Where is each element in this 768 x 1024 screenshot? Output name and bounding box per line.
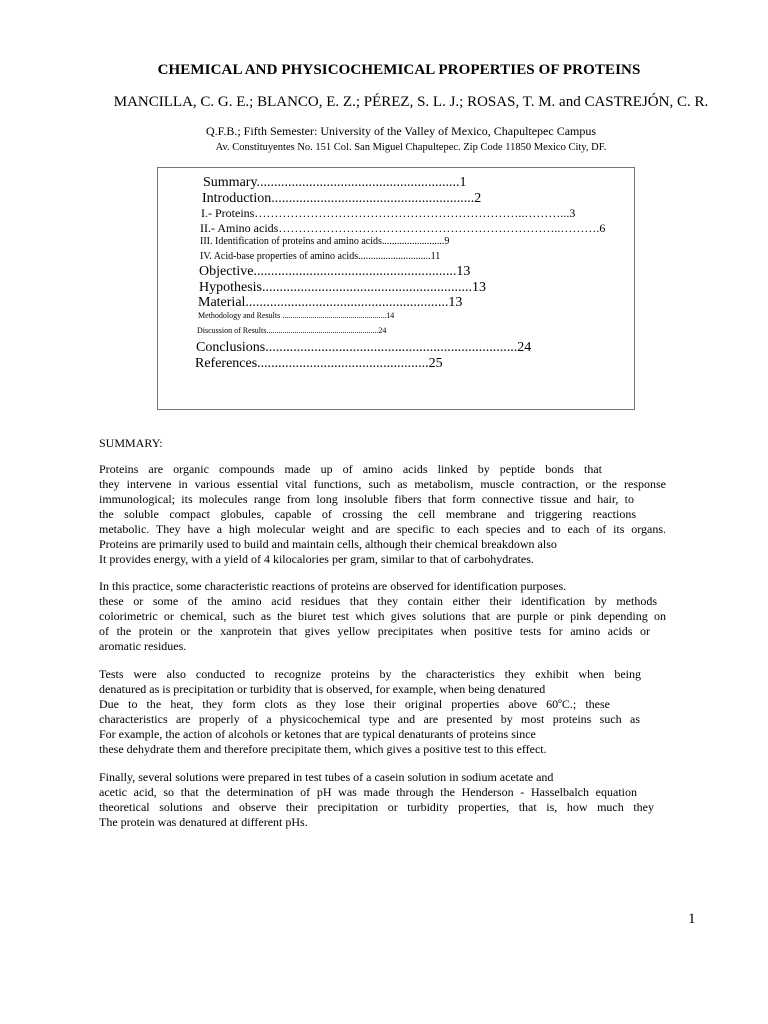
paragraph-line: For example, the action of alcohols or ketones that are typical denaturants of proteins since [99,727,536,741]
toc-item-objective: Objective..........................................................13 [199,264,471,279]
paragraph-line: of the protein or the xanprotein that gives yellow precipitates when positive tests for amino acids or [99,624,650,638]
affiliation-line-2: Av. Constituyentes No. 151 Col. San Miguel Chapultepec. Zip Code 11850 Mexico City, DF. [215,142,607,153]
toc-item-amino-acids: II.- Amino acids……………………………………………………………..……….6 [200,221,606,235]
paragraph-line: colorimetric or chemical, such as the biuret test which gives solutions that are purple or pink depending on [99,609,666,623]
summary-paragraph-2 [99,579,666,654]
paragraph-line: these dehydrate them and therefore precipitate them, which gives a positive test to this effect. [99,742,547,756]
paragraph-line: immunological; its molecules range from long insoluble fibers that form connective tissue and hair, to [99,492,634,506]
paragraph-line: In this practice, some characteristic reactions of proteins are observed for identification purposes. [99,579,567,593]
page-number: 1 [688,911,696,927]
summary-paragraph-3 [99,667,666,757]
toc-item-references: References.................................................25 [195,356,443,371]
toc-item-introduction: Introduction..........................................................2 [202,191,482,206]
authors-line: MANCILLA, C. G. E.; BLANCO, E. Z.; PÉREZ, S. L. J.; ROSAS, T. M. and CASTREJÓN, C. R. [113,94,709,110]
summary-paragraph-1 [99,462,666,567]
paragraph-line: It provides energy, with a yield of 4 kilocalories per gram, similar to that of carbohydrates. [99,552,534,566]
toc-item-hypothesis: Hypothesis............................................................13 [199,280,486,295]
summary-heading: SUMMARY: [99,436,163,450]
toc-item-acid-base: IV. Acid-base properties of amino acids.............................11 [200,251,441,262]
toc-item-identification: III. Identification of proteins and amino acids.........................9 [200,236,450,247]
table-of-contents [157,167,635,410]
paragraph-line: Proteins are primarily used to build and maintain cells, although their chemical breakdown also [99,537,557,551]
paragraph-line: Due to the heat, they form clots as they lose their original properties above 60ºC.; these [99,697,610,711]
paragraph-line: Tests were also conducted to recognize proteins by the characteristics they exhibit when being [99,667,641,681]
toc-item-summary: Summary..........................................................1 [203,175,467,190]
paragraph-line: denatured as is precipitation or turbidity that is observed, for example, when being denatured [99,682,546,696]
toc-item-methodology: Methodology and Results ....................................................14 [198,311,395,320]
paragraph-line: The protein was denatured at different pHs. [99,815,308,829]
paragraph-line: the soluble compact globules, capable of crossing the cell membrane and triggering reactions [99,507,636,521]
paragraph-line: these or some of the amino acid residues that they contain either their identification by methods [99,594,657,608]
paragraph-line: Finally, several solutions were prepared in test tubes of a casein solution in sodium acetate and [99,770,554,784]
paragraph-line: aromatic residues. [99,639,187,653]
paragraph-line: acetic acid, so that the determination of pH was made through the Henderson - Hasselbalch equation [99,785,637,799]
affiliation-line-1: Q.F.B.; Fifth Semester: University of the Valley of Mexico, Chapultepec Campus [205,124,597,138]
paragraph-line: theoretical solutions and observe their precipitation or turbidity properties, that is, how much they [99,800,654,814]
summary-paragraph-4 [99,770,666,830]
paragraph-line: characteristics are properly of a physicochemical type and are presented by most proteins such as [99,712,640,726]
paragraph-line: metabolic. They have a high molecular weight and are specific to each species and to each of its organs. [99,522,666,536]
toc-item-conclusions: Conclusions........................................................................24 [196,340,532,355]
toc-item-discussion: Discussion of Results........................................................24 [197,326,387,335]
paragraph-line: Proteins are organic compounds made up of amino acids linked by peptide bonds that [99,462,602,476]
toc-item-material: Material..........................................................13 [198,295,463,310]
document-title: CHEMICAL AND PHYSICOCHEMICAL PROPERTIES OF PROTEINS [157,62,641,78]
toc-item-proteins: I.- Proteins…………………………………………………………..………...3 [201,206,576,220]
paragraph-line: they intervene in various essential vital functions, such as metabolism, muscle contraction, or the response [99,477,666,491]
